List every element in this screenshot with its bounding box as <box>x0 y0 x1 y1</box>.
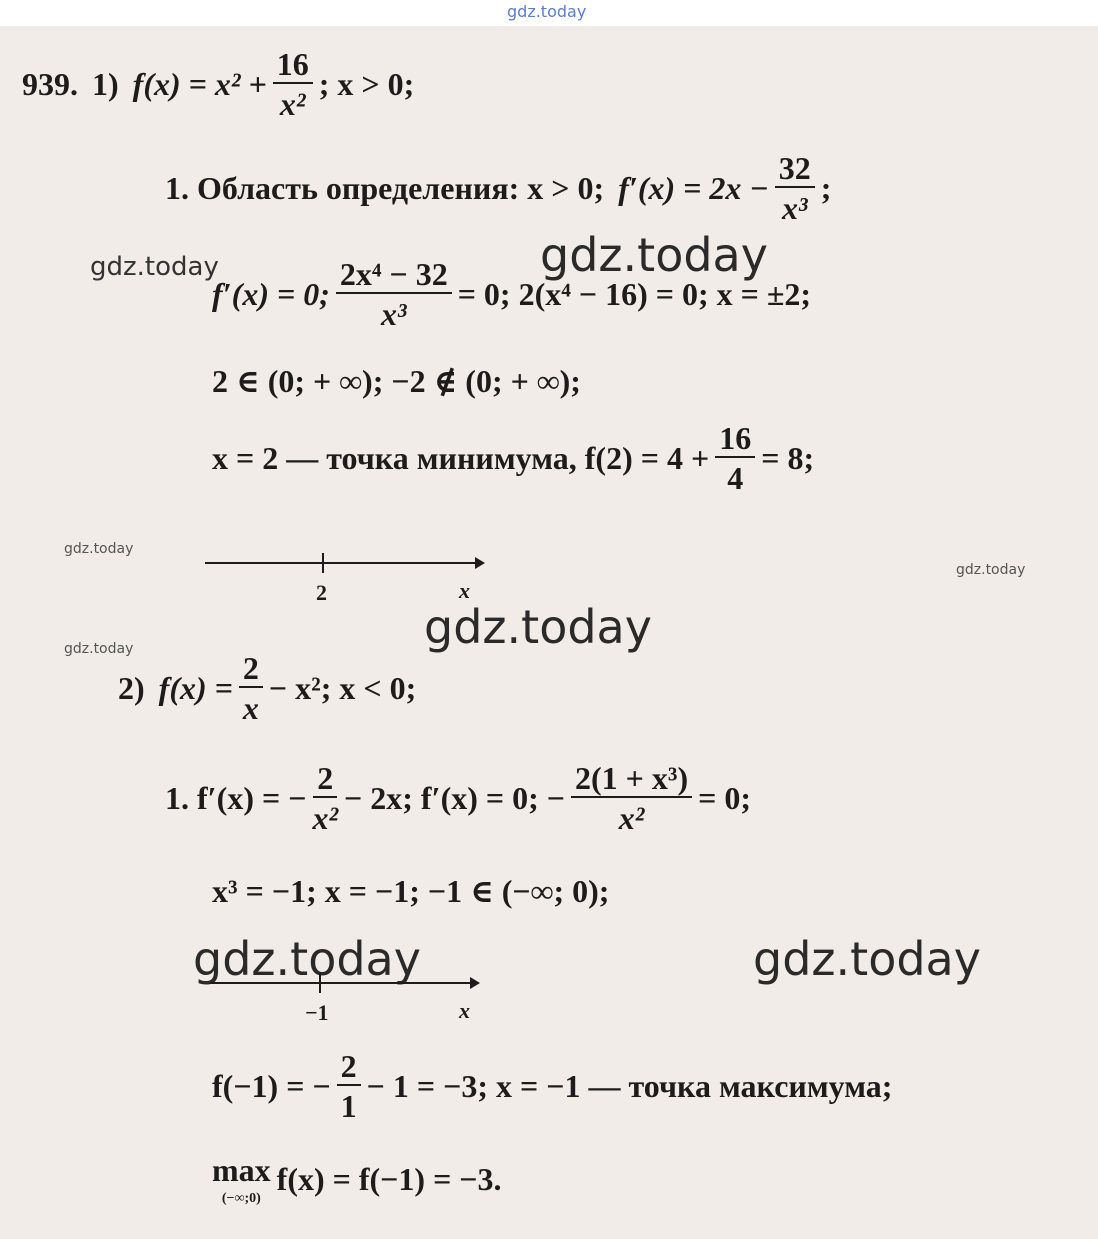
part2-fraction: $\frac{2}{x}$ <box>239 652 263 724</box>
part1-membership: 2 ∈ (0; + ∞); −2 ∉ (0; + ∞); <box>212 363 581 399</box>
watermark: gdz.today <box>90 252 219 282</box>
part1-condition: ; x > 0; <box>318 65 415 102</box>
part2-header: 2) f(x) = $\frac{2}{x}$ − x²; x < 0; <box>118 650 417 726</box>
part2-step1: 1. f′(x) = − $\frac{2}{\text{x²}}$ − 2x; f′(x) = 0; − $\frac{\text{2(1 + x³)}}{\text{x²}}$ = 0; <box>165 760 752 836</box>
axis-tick-label: −1 <box>305 1000 329 1025</box>
deriv-fraction: $\frac{32}{\text{x³}}$ <box>775 152 815 224</box>
equation-fraction: $\frac{\text{2x⁴ − 32}}{\text{x³}}$ <box>336 258 452 330</box>
axis-var-label: x <box>459 578 470 603</box>
part2-value: f(−1) = − $\frac{2}{1}$ − 1 = −3; x = −1 — точка максимума; <box>212 1048 893 1124</box>
watermark: gdz.today <box>753 932 981 986</box>
value-fraction: $\frac{2}{1}$ <box>337 1050 361 1122</box>
part2-deriv-fraction: $\frac{2}{\text{x²}}$ <box>312 760 339 836</box>
problem-header <box>22 48 414 120</box>
watermark: gdz.today <box>193 932 421 986</box>
minimum-fraction: $\frac{16}{4}$ <box>715 422 755 494</box>
part1-step1: 1. Область определения: x > 0; f′(x) = 2x − $\frac{32}{\text{x³}}$ ; <box>165 150 832 226</box>
watermark: gdz.today <box>64 541 134 557</box>
arrow-head-icon <box>470 977 480 989</box>
number-line-1 <box>205 548 485 578</box>
watermark-top: gdz.today <box>507 2 587 21</box>
part2-equation-fraction: $\frac{\text{2(1 + x³)}}{\text{x²}}$ <box>571 762 692 834</box>
watermark: gdz.today <box>424 600 652 654</box>
axis-tick-label: 2 <box>316 580 327 605</box>
part2-roots: x³ = −1; x = −1; −1 ∈ (−∞; 0); <box>212 873 610 909</box>
axis-var-label: x <box>459 998 470 1023</box>
max-operator: max (−∞;0) <box>212 1152 271 1206</box>
part1-func: f(x) = x² + <box>132 65 267 102</box>
watermark: gdz.today <box>64 641 134 657</box>
number-line-2 <box>210 968 490 998</box>
part1-fraction: $\frac{16}{\text{x²}}$ <box>273 48 313 120</box>
part2-maximum: max (−∞;0) f(x) = f(−1) = −3. <box>212 1152 502 1206</box>
part1-minimum: x = 2 — точка минимума, f(2) = 4 + $\frac{16}{4}$ = 8; <box>212 420 815 496</box>
part1-equation: f′(x) = 0; $\frac{\text{2x⁴ − 32}}{\text{x³}}$ = 0; 2(x⁴ − 16) = 0; x = ±2; <box>212 256 812 332</box>
problem-number: 939. <box>22 65 78 102</box>
watermark: gdz.today <box>540 228 768 282</box>
part1-label: 1) <box>92 65 119 102</box>
arrow-head-icon <box>475 557 485 569</box>
watermark: gdz.today <box>956 562 1026 578</box>
